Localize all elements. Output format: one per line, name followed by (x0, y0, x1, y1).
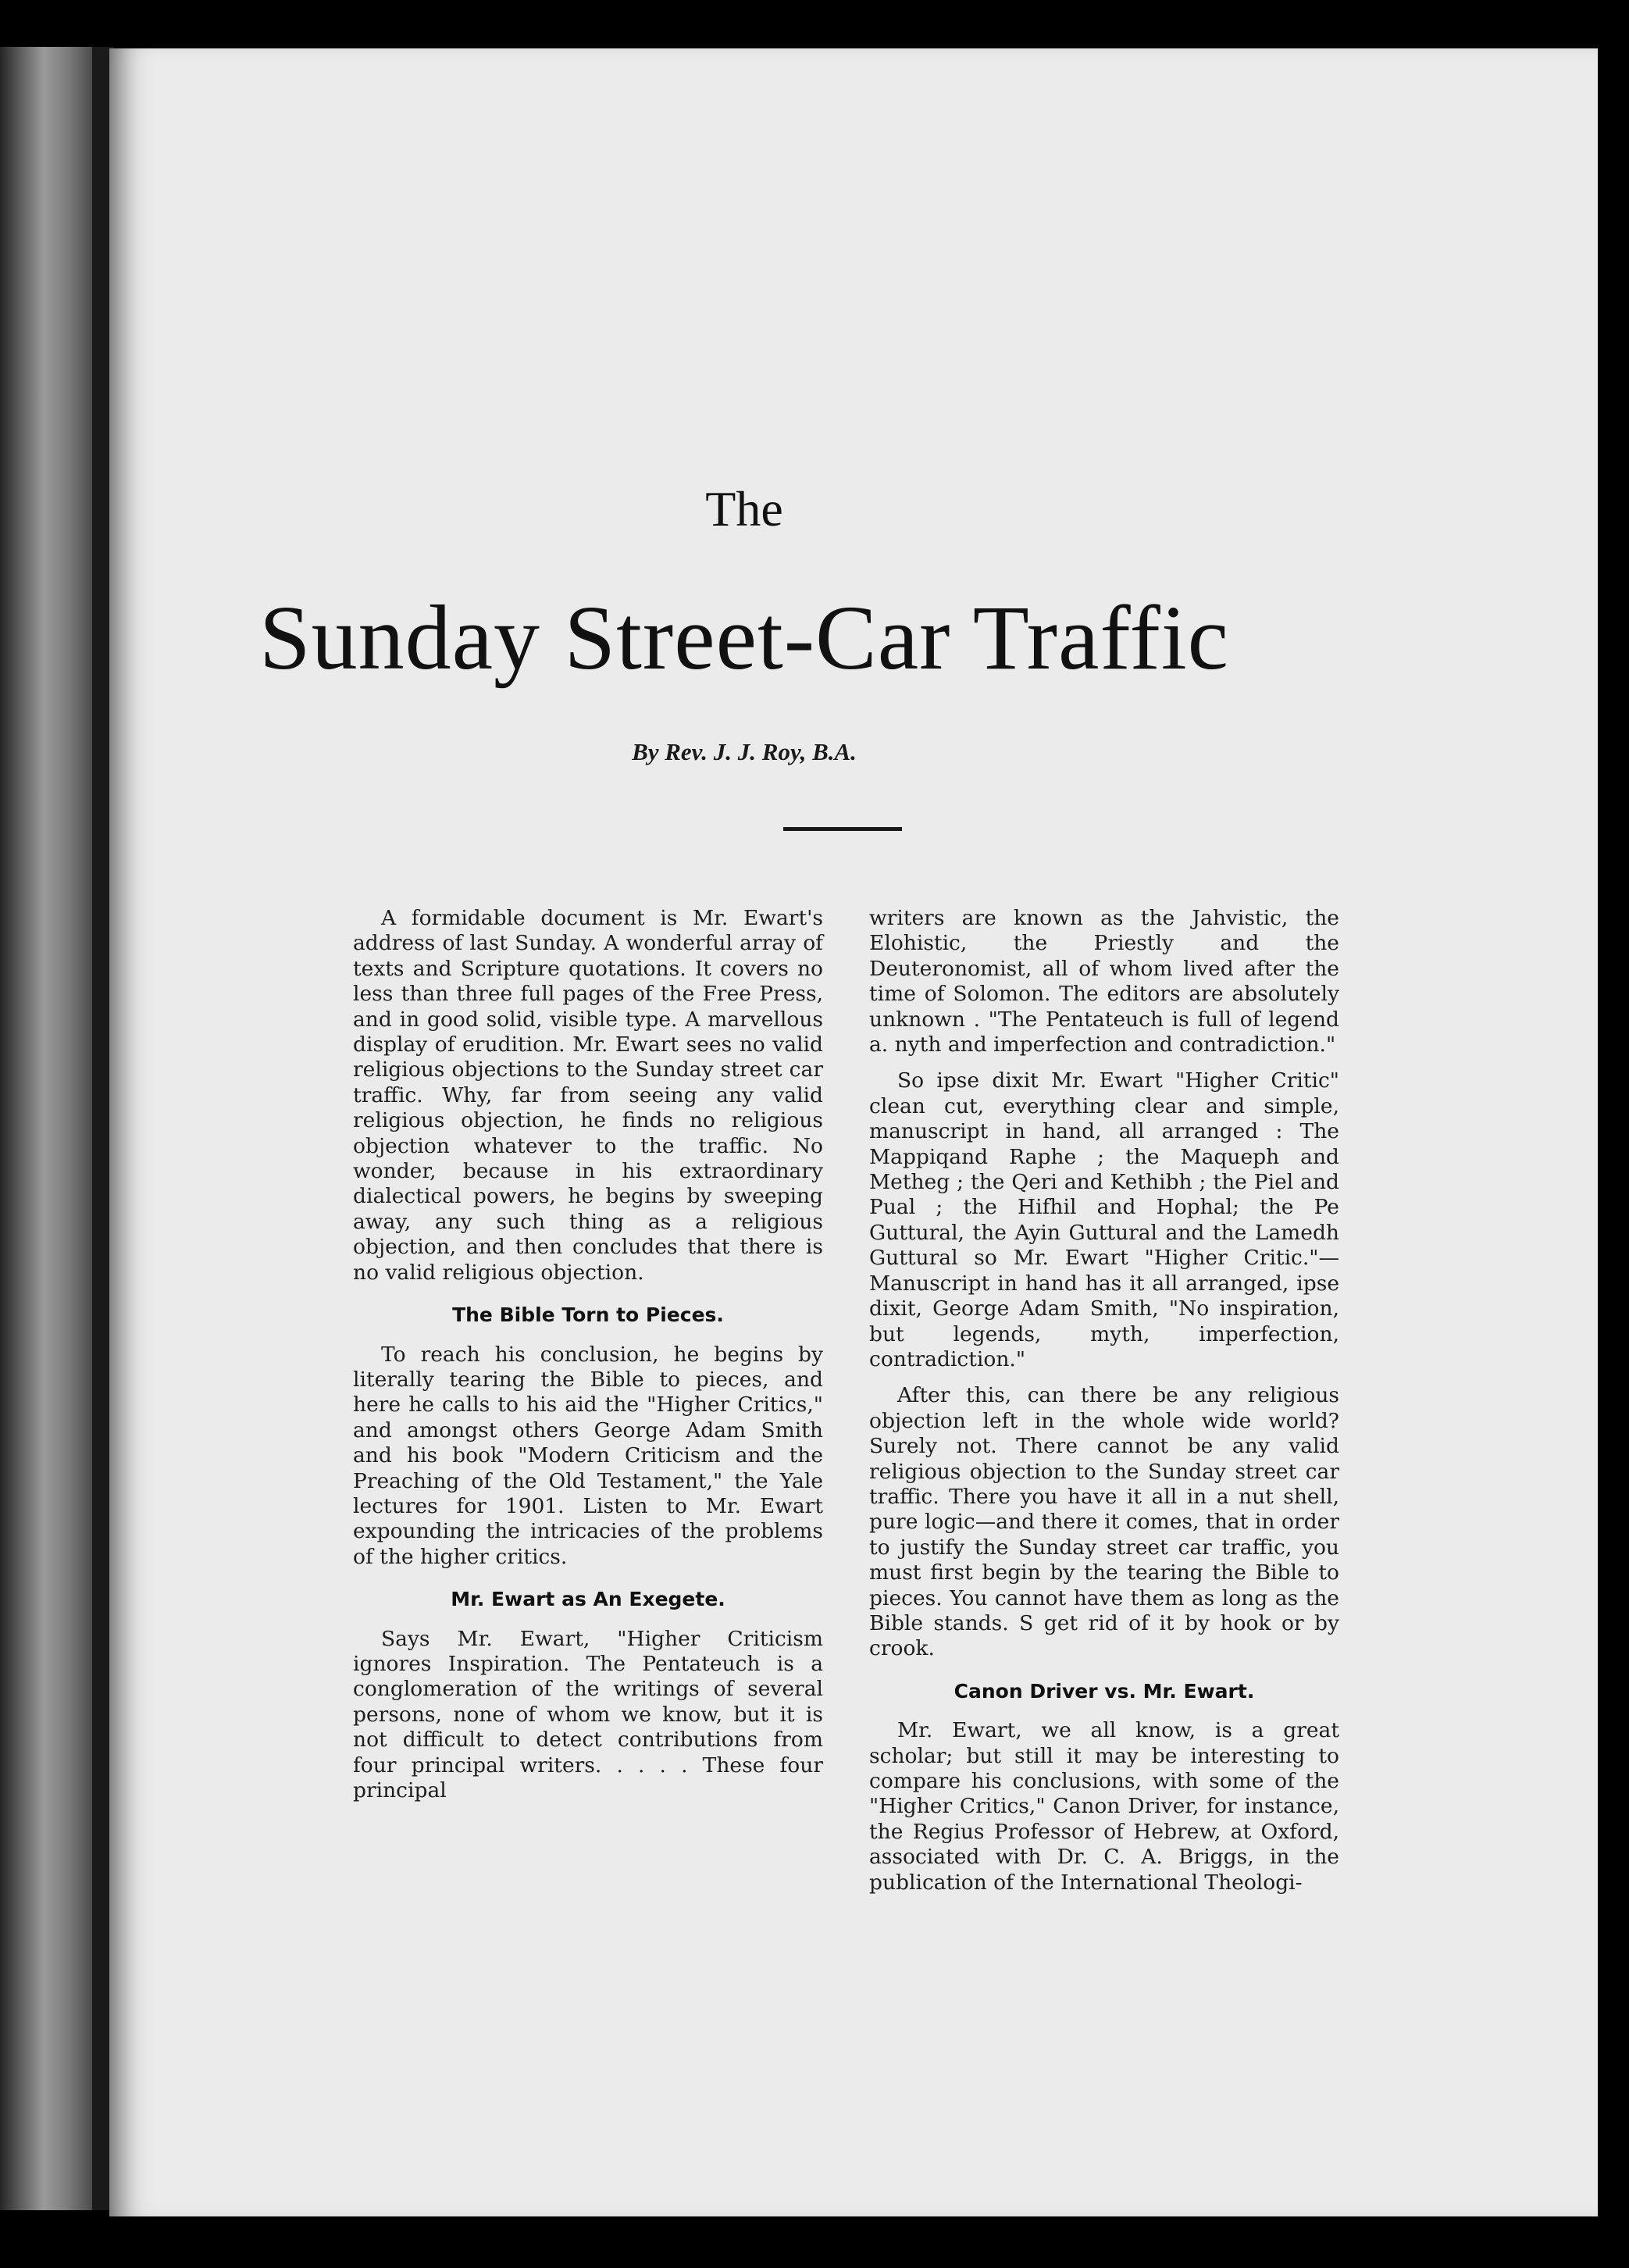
document-page (109, 48, 1598, 2216)
text-column-left (353, 906, 823, 1814)
paragraph: To reach his conclusion, he begins by literally tearing the Bible to pieces, and here he calls to his aid the "Higher Critics," and amongst others George Adam Smith and his book "Modern Criticism and the Preaching of the Old Testament," the Yale lectures for 1901. Listen to Mr. Ewart expounding the intricacies of the problems of the higher critics. (353, 1342, 823, 1569)
section-heading: The Bible Torn to Pieces. (452, 1303, 724, 1327)
paragraph: writers are known as the Jahvistic, the Elohistic, the Priestly and the Deuteronomist, all of whom lived after the time of Solomon. The editors are absolutely unknown . "The Pentateuch is full of legend a. nyth and imperfection and contradiction." (869, 906, 1339, 1057)
section-heading: Canon Driver vs. Mr. Ewart. (954, 1679, 1255, 1703)
text-column-right (869, 906, 1339, 1906)
paragraph: A formidable document is Mr. Ewart's address of last Sunday. A wonderful array of texts and Scripture quotations. It covers no less than three full pages of the Free Press, and in good solid, visible type. A marvellous display of erudition. Mr. Ewart sees no valid religious objections to the Sunday street car traffic. Why, far from seeing any valid religious objection, he finds no religious objection whatever to the traffic. No wonder, because in his extraordinary dialectical powers, he begins by sweeping away, any such thing as a religious objection, and then concludes that there is no valid religious objection. (353, 906, 823, 1285)
paragraph: After this, can there be any religious objection left in the whole wide world? Surely not. There cannot be any valid religious objection to the Sunday street car traffic. There you have it all in a nut shell, pure logic—and there it comes, that in order to justify the Sunday street car traffic, you must first begin by the tearing the Bible to pieces. You cannot have them as long as the Bible stands. S get rid of it by hook or by crook. (869, 1383, 1339, 1661)
title-divider (783, 827, 902, 831)
section-heading: Mr. Ewart as An Exegete. (451, 1588, 725, 1611)
paragraph: Says Mr. Ewart, "Higher Criticism ignores Inspiration. The Pentateuch is a conglomeration of the writings of several persons, none of whom we know, but it is not difficult to detect contributions from four principal writers. . . . . These four principal (353, 1626, 823, 1803)
paragraph: Mr. Ewart, we all know, is a great scholar; but still it may be interesting to compare his conclusions, with some of the "Higher Critics," Canon Driver, for instance, the Regius Professor of Hebrew, at Oxford, associated with Dr. C. A. Briggs, in the publication of the International Theologi- (869, 1718, 1339, 1895)
page-title: Sunday Street-Car Traffic (259, 587, 1229, 689)
paragraph: So ipse dixit Mr. Ewart "Higher Critic" clean cut, everything clear and simple, manuscript in hand, all arranged : The Mappiqand Raphe ; the Maqueph and Metheg ; the Qeri and Kethibh ; the Piel and Pual ; the Hifhil and Hophal; the Pe Guttural, the Ayin Guttural and the Lamedh Guttural so Mr. Ewart "Higher Critic."—Manuscript in hand has it all arranged, ipse dixit, George Adam Smith, "No inspiration, but legends, myth, imperfection, contradiction." (869, 1068, 1339, 1371)
byline: By Rev. J. J. Roy, B.A. (632, 738, 857, 765)
title-prefix: The (705, 481, 783, 537)
